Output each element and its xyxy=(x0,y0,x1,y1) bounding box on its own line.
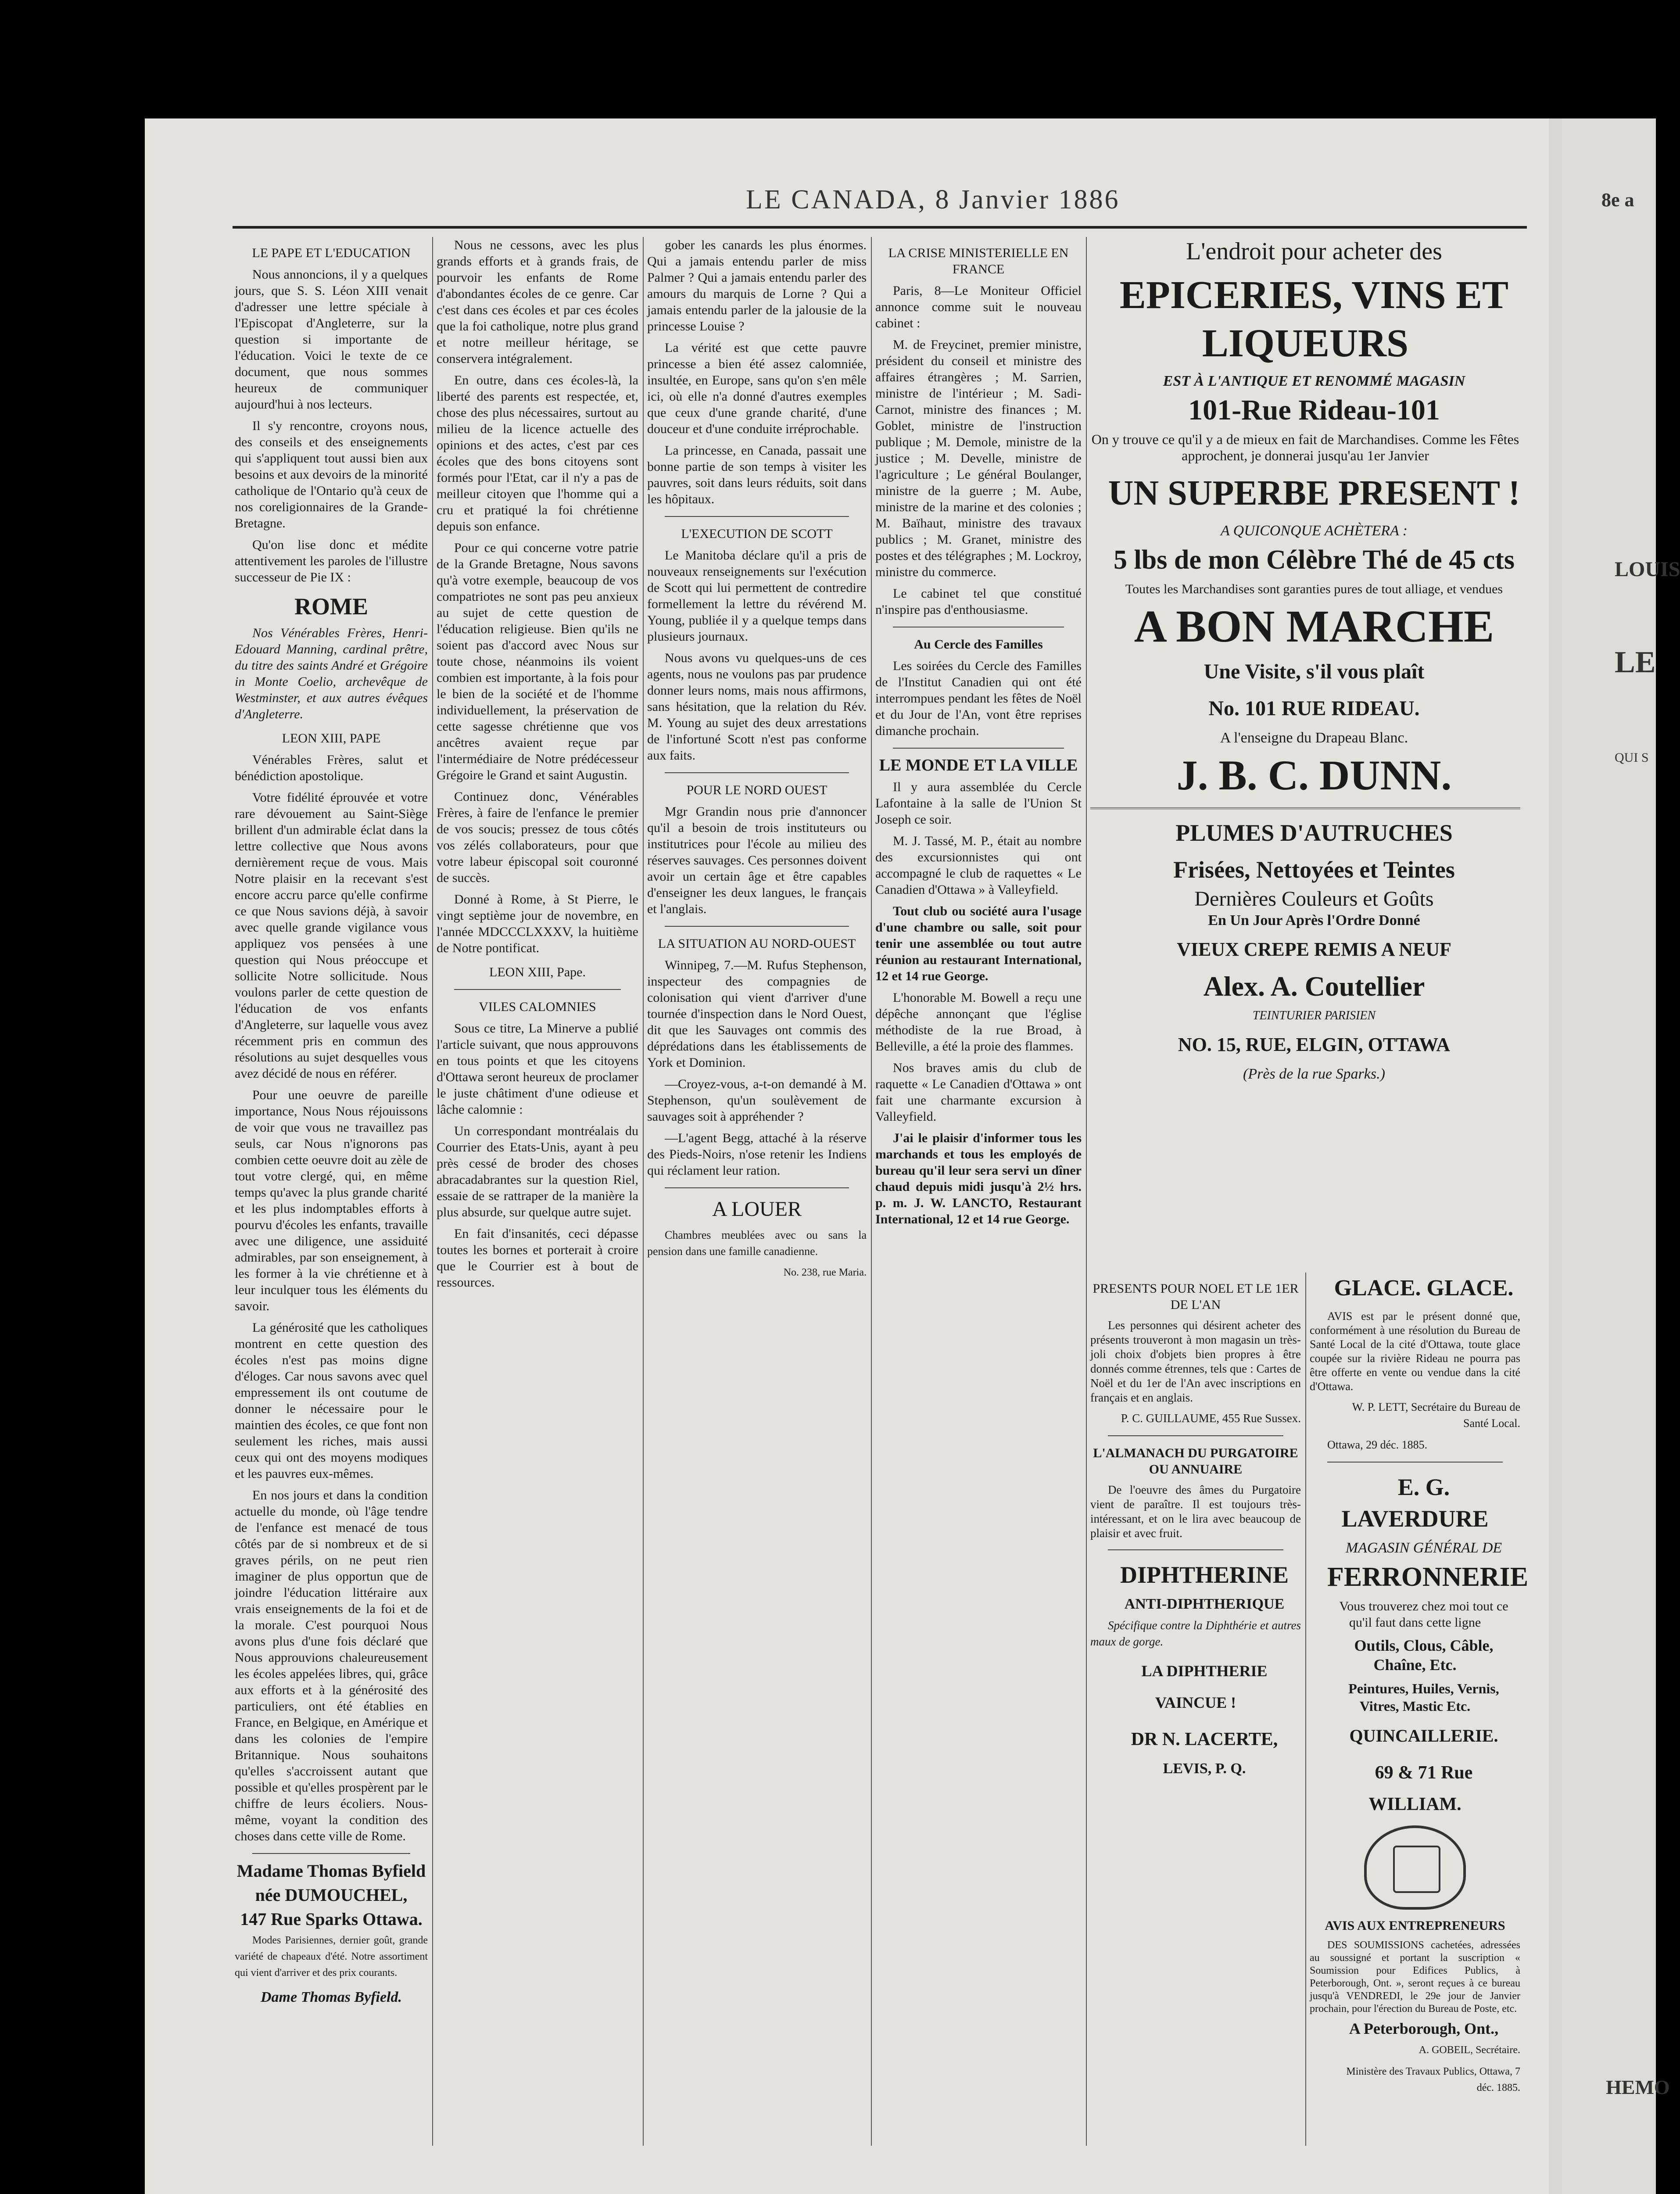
signature: LEON XIII, Pape. xyxy=(489,965,586,979)
section-heading: ROME xyxy=(294,593,368,620)
column-3 xyxy=(647,237,867,2146)
ad-name: E. G. LAVERDURE xyxy=(1341,1474,1489,1532)
adjacent-page-sliver: 8e a LOUIS LE QUI S HEMO xyxy=(1562,118,1656,2194)
article-paragraph: —Croyez-vous, a-t-on demandé à M. Stephenson, qu'un soulèvement de sauvages soit à appréhender ? xyxy=(647,1077,867,1124)
article-paragraph: Pour une oeuvre de pareille importance, Nous Nous réjouissons de voir que vous ne travaillez pas seuls, car Nous n'ignorons pas combien cette oeuvre doit au zèle de tout votre clergé, qui, en même temps qu'avec la plus grande charité et les plus indomptables efforts à pourvu d'écoles les enfants, travaille avec une diligence, une assiduité admirables, par son enseignement, à les former à la vie chrétienne et à leur inculquer tous les éléments du savoir. xyxy=(235,1088,428,1313)
pope-heading: LEON XIII, PAPE xyxy=(282,731,381,746)
article-paragraph: L'honorable M. Bowell a reçu une dépêche annonçant que l'église méthodiste de la rue Broad, à Belleville, a été la proie des flammes. xyxy=(875,990,1082,1054)
article-paragraph: Paris, 8—Le Moniteur Officiel annonce comme suit le nouveau cabinet : xyxy=(875,283,1082,330)
ad-name: DR N. LACERTE, xyxy=(1131,1729,1278,1749)
article-paragraph: Le cabinet tel que constitué n'inspire pas d'enthousiasme. xyxy=(875,586,1082,617)
article-paragraph: Mgr Grandin nous prie d'annoncer qu'il a besoin de trois instituteurs ou institutrices pour l'école au milieu des réserves sauvages. Ces personnes doivent avoir un certain âge et être capables d'enseigner les deux langues, le français et l'anglais. xyxy=(647,804,867,916)
ad-headline: DIPHTHERINE xyxy=(1120,1562,1289,1588)
dedication: Nos Vénérables Frères, Henri-Edouard Manning, cardinal prêtre, du titre des saints André et Grégoire in Monte Coelio, archevêque de Westminster, et aux autres évêques d'Angleterre. xyxy=(235,626,428,721)
divider xyxy=(665,772,849,773)
article-paragraph: Sous ce titre, La Minerve a publié l'article suivant, que nous approuvons en tous points et que les citoyens d'Ottawa seront heureux de proclamer le juste châtiment d'une odieuse et lâche calomnie : xyxy=(437,1021,638,1117)
divider xyxy=(252,1853,410,1854)
article-title: L'EXECUTION DE SCOTT xyxy=(681,527,833,541)
ad-line: A Peterborough, Ont., xyxy=(1349,2020,1499,2037)
ad-body: Spécifique contre la Diphthérie et autres maux de gorge. xyxy=(1090,1619,1301,1648)
ad-address: 147 Rue Sparks Ottawa. xyxy=(240,1909,423,1929)
article-title: LE MONDE ET LA VILLE xyxy=(879,756,1078,774)
ad-body: Chambres meublées avec ou sans la pension dans une famille canadienne. xyxy=(647,1229,867,1258)
column-5-ads xyxy=(1090,237,1520,1268)
ad-line: ANTI-DIPHTHERIQUE xyxy=(1124,1596,1285,1612)
ad-line: MAGASIN GÉNÉRAL DE xyxy=(1345,1540,1502,1556)
article-paragraph: De l'oeuvre des âmes du Purgatoire vient de paraître. Il est toujours très-intéressant, et on le lira avec beaucoup de plaisir et avec fruit. xyxy=(1090,1483,1301,1540)
notice: Tout club ou société aura l'usage d'une chambre ou salle, soit pour tenir une assemblée ou tout autre réunion au restaurant International, 12 et 14 rue George. xyxy=(875,904,1082,983)
greeting: Vénérables Frères, salut et bénédiction apostolique. xyxy=(235,753,428,783)
article-title: LE PAPE ET L'EDUCATION xyxy=(252,246,411,260)
column-rule xyxy=(1086,237,1087,2146)
article-paragraph: Les soirées du Cercle des Familles de l'Institut Canadien qui ont été interrompues pendant les fêtes de Noël et du Jour de l'An, vont être reprises dimanche prochain. xyxy=(875,659,1082,738)
article-paragraph: —L'agent Begg, attaché à la réserve des Pieds-Noirs, n'ose retenir les Indiens qui réclament leur ration. xyxy=(647,1131,867,1178)
ad-headline: GLACE. GLACE. xyxy=(1334,1276,1514,1301)
ad-body: Vous trouverez chez moi tout ce qu'il faut dans cette ligne xyxy=(1339,1599,1508,1630)
article-paragraph: M. de Freycinet, premier ministre, président du conseil et ministre des affaires étrangères ; M. Sarrien, ministre de l'intérieur ; M. Sadi-Carnot, ministre des finances ; M. Goblet, ministre de l'instruction publique ; M. Demole, ministre de la justice ; M. Develle, ministre de l'agriculture ; Le général Boulanger, ministre de la guerre ; M. Aube, ministre de la marine et des colonies ; M. Baïhaut, ministre des travaux publics ; M. Granet, ministre des postes et des télégraphes ; M. Lockroy, ministre du commerce. xyxy=(875,337,1082,579)
divider xyxy=(1327,1462,1503,1463)
ad-address: No. 238, rue Maria. xyxy=(783,1267,867,1278)
article-title: VILES CALOMNIES xyxy=(479,1000,596,1014)
ad-body: Modes Parisiennes, dernier goût, grande variété de chapeaux d'été. Notre assortiment qui vient d'arriver et des prix courants. xyxy=(235,1935,428,1979)
article-paragraph: En fait d'insanités, ceci dépasse toutes les bornes et porterait à croire que le Courrier est à bout de ressources. xyxy=(437,1226,638,1290)
divider xyxy=(1108,1549,1283,1550)
article-paragraph: M. J. Tassé, M. P., était au nombre des excursionnistes qui ont accompagné le club de raquettes « Le Canadien d'Ottawa » à Valleyfield. xyxy=(875,834,1082,897)
column-5-lower xyxy=(1090,1273,1301,2146)
ad-offer: 5 lbs de mon Célèbre Thé de 45 cts xyxy=(1114,545,1515,575)
article-paragraph: Nos braves amis du club de raquette « Le Canadien d'Ottawa » ont fait une charmante excursion à Valleyfield. xyxy=(875,1061,1082,1124)
divider xyxy=(1108,1435,1283,1436)
signature: W. P. LETT, Secrétaire du Bureau de Santé Local. xyxy=(1352,1401,1520,1430)
column-2 xyxy=(437,237,638,2146)
article-paragraph: Un correspondant montréalais du Courrier des Etats-Unis, ayant à peu près cessé de broder des choses abracadabrantes sur la question Riel, essaie de se rattraper de la manière la plus absurde, sur quelque autre sujet. xyxy=(437,1124,638,1219)
article-paragraph: DES SOUMISSIONS cachetées, adressées au soussigné et portant la suscription « Soumission pour Edifices Publics, à Peterborough, Ont. », seront reçues à ce bureau jusqu'à VENDREDI, le 29e jour de Janvier prochain, pour l'érection du Bureau de Poste, etc. xyxy=(1310,1939,1520,2015)
coat-of-arms-icon xyxy=(1364,1825,1466,1910)
ad-headline: FERRONNERIE xyxy=(1327,1562,1529,1592)
ad-headline: A BON MARCHE xyxy=(1134,601,1494,652)
ad-line: EST À L'ANTIQUE ET RENOMMÉ MAGASIN xyxy=(1163,373,1465,389)
ad-line: En Un Jour Après l'Ordre Donné xyxy=(1208,912,1420,929)
article-title: LA CRISE MINISTERIELLE EN FRANCE xyxy=(888,246,1069,276)
divider xyxy=(454,989,621,990)
ad-address: No. 101 RUE RIDEAU. xyxy=(1208,697,1420,720)
article-paragraph: gober les canards les plus énormes. Qui a jamais entendu parler de miss Palmer ? Qui a jamais entendu parler des amours du marquis de Lorne ? Qui a jamais entendu parler de la jalousie de la princesse Louise ? xyxy=(647,238,867,333)
ad-line: LA DIPHTHERIE VAINCUE ! xyxy=(1141,1662,1268,1711)
article-paragraph: Donné à Rome, à St Pierre, le vingt septième jour de novembre, en l'année MDCCCLXXXV, la huitième de Notre pontificat. xyxy=(437,892,638,955)
article-paragraph: Il s'y rencontre, croyons nous, des conseils et des enseignements qui s'appliquent tout aussi bien aux besoins et aux devoirs de la minorité catholique de l'Ontario qu'à ceux de nos coreligionnaires de la Grande-Bretagne. xyxy=(235,419,428,531)
article-paragraph: Nous ne cessons, avec les plus grands efforts et à grands frais, de pourvoir les enfants de Rome d'abondantes écoles de ce genre. Car c'est dans ces écoles et par ces écoles que la foi catholique, notre plus grand et notre meilleur héritage, se conservera intégralement. xyxy=(437,238,638,366)
article-paragraph: Qu'on lise donc et médite attentivement les paroles de l'illustre successeur de Pie IX : xyxy=(235,538,428,584)
ad-headline: PLUMES D'AUTRUCHES xyxy=(1175,820,1453,846)
article-paragraph: Nous annoncions, il y a quelques jours, que S. S. Léon XIII venait d'adresser une lettre spéciale à l'Episcopat d'Angleterre, sur la question si importante de l'éducation. Voici le texte de ce document, que nous sommes heureux de communiquer aujourd'hui à nos lecteurs. xyxy=(235,267,428,412)
ad-name: Madame Thomas Byfield xyxy=(236,1861,426,1881)
column-rule xyxy=(643,237,644,2146)
article-paragraph: Votre fidélité éprouvée et votre rare dévouement au Saint-Siège brillent d'un admirable éclat dans la lettre collective que Nous avons dernièrement reçue de vous. Mais Notre plaisir en la recevant s'est encore accru parce qu'elle confirme ce que Nous savions déjà, à savoir avec quelle grande vigilance vous appliquez vos pensées à une question qui Nous préoccupe et sollicite Notre sollicitude. Nous voulons parler de cette question de l'éducation de vos enfants d'Angleterre, sur laquelle vous avez récemment pris en commun des résolutions au sujet desquelles vous avez décidé de nous en référer. xyxy=(235,790,428,1081)
ad-body: On y trouve ce qu'il y a de mieux en fait de Marchandises. Comme les Fêtes approchent, je donnerai jusqu'au 1er Janvier xyxy=(1091,431,1519,463)
article-paragraph: Le Manitoba déclare qu'il a pris de nouveaux renseignements sur l'exécution de Scott qui lui permettent de contredire formellement la lettre du révérend M. Young, publiée il y a quelque temps dans plusieurs journaux. xyxy=(647,548,867,644)
article-title: L'ALMANACH DU PURGATOIRE OU ANNUAIRE xyxy=(1093,1446,1298,1477)
date: Ministère des Travaux Publics, Ottawa, 7 déc. 1885. xyxy=(1346,2066,1520,2094)
ad-line: Toutes les Marchandises sont garanties pures de tout alliage, et vendues xyxy=(1125,582,1503,596)
ad-name: J. B. C. DUNN. xyxy=(1176,752,1452,799)
article-paragraph: Continuez donc, Vénérables Frères, à faire de l'enfance le premier de vos soucis; pressez de tous côtés vos zélés collaborateurs, pour que votre labeur épiscopal soit couronné de succès. xyxy=(437,789,638,885)
ad-headline: UN SUPERBE PRESENT ! xyxy=(1108,474,1520,513)
column-rule xyxy=(871,237,872,2146)
ad-address: 101-Rue Rideau-101 xyxy=(1188,394,1440,426)
column-rule xyxy=(432,237,433,2146)
ad-nee: née DUMOUCHEL, xyxy=(255,1885,408,1905)
ad-line: LEVIS, P. Q. xyxy=(1163,1760,1246,1777)
column-6 xyxy=(1310,1273,1529,2146)
article-title: LA SITUATION AU NORD-OUEST xyxy=(658,936,856,951)
divider xyxy=(665,516,849,517)
ad-line: Une Visite, s'il vous plaît xyxy=(1204,660,1425,683)
article-paragraph: Pour ce qui concerne votre patrie de la Grande Bretagne, Nous savons qu'à votre exemple, beaucoup de vos compatriotes ne sont pas peu anxieux au sujet de cette question de l'éducation religieuse. Bien qu'ils ne soient pas d'accord avec Nous sur toute chose, néanmoins ils voient combien est importante, à la fois pour le bien de la société et de l'homme individuellement, la préservation de cette sagesse chrétienne que vos ancêtres avaient reçue par l'intermédiaire de Notre prédécesseur Grégoire le Grand et saint Augustin. xyxy=(437,541,638,782)
ad-headline: Frisées, Nettoyées et Teintes xyxy=(1173,857,1455,883)
article-paragraph: La vérité est que cette pauvre princesse a bien été assez calomniée, insultée, en Europe, sans qu'on s'en mêle ici, où elle n'a donné d'autres exemples que ceux d'une grande charité, d'une douceur et d'une conduite irréprochable. xyxy=(647,341,867,436)
divider xyxy=(893,748,1064,749)
divider xyxy=(665,1187,849,1188)
date: Ottawa, 29 déc. 1885. xyxy=(1327,1438,1428,1451)
running-head: LE CANADA, 8 Janvier 1886 xyxy=(746,185,1120,215)
article-paragraph: Winnipeg, 7.—M. Rufus Stephenson, inspecteur des compagnies de colonisation qui vient d'arriver d'une tournée d'inspection dans le Nord Ouest, dit que les Sauvages ont commis des déprédations dans les établissements de York et Dominion. xyxy=(647,958,867,1070)
article-paragraph: En nos jours et dans la condition actuelle du monde, où l'âge tendre de l'enfance est menacé de tous côtés par de si nombreux et de si graves périls, on ne peut rien imaginer de plus opportun que de joindre l'éducation littéraire aux vrais enseignements de la foi et de la morale. C'est pourquoi Nous avons plus d'une fois déclaré que Nous approuvions chaleureusement les écoles appelées libres, qui, grâce aux efforts et à la générosité des particuliers, ont été établies en France, en Belgique, en Amérique et dans les colonies de l'empire Britannique. Nous souhaitons qu'elles s'accroissent autant que possible et qu'elles prospèrent par le chiffre de leurs écoliers. Nous-même, voyant la condition des choses dans cette ville de Rome. xyxy=(235,1488,428,1843)
signature: P. C. GUILLAUME, 455 Rue Sussex. xyxy=(1121,1412,1301,1425)
ad-line: Dernières Couleurs et Goûts xyxy=(1194,887,1434,911)
ad-address: NO. 15, RUE, ELGIN, OTTAWA xyxy=(1178,1034,1451,1055)
signature: A. GOBEIL, Secrétaire. xyxy=(1419,2044,1520,2056)
ad-line: TEINTURIER PARISIEN xyxy=(1252,1009,1376,1022)
article-paragraph: Nous avons vu quelques-uns de ces agents, nous ne voulons pas par prudence donner leurs noms, mais nous affirmons, sans hésitation, que la relation du Rév. M. Young au sujet des deux arrestations de l'infortuné Scott n'est pas conforme aux faits. xyxy=(647,651,867,763)
ad-title: A LOUER xyxy=(712,1197,802,1221)
column-rule xyxy=(1305,1273,1306,2146)
article-paragraph: AVIS est par le présent donné que, conformément à une résolution du Bureau de Santé Local de la cité d'Ottawa, toute glace coupée sur la rivière Rideau ne pourra pas être offerte en vente ou vendue dans la cité d'Ottawa. xyxy=(1310,1310,1520,1393)
article-paragraph: La générosité que les catholiques montrent en cette question des écoles n'est pas moins digne d'éloges. Car nous savons avec quel empressement ils ont coutume de donner le nécessaire pour le maintien des écoles, ce que font non seulement les riches, mais aussi ceux qui ont des moyens modiques et les pauvres eux-mêmes. xyxy=(235,1320,428,1481)
column-4 xyxy=(875,237,1082,2146)
ad-name: Alex. A. Coutellier xyxy=(1203,971,1425,1002)
divider xyxy=(1090,807,1520,809)
ad-headline: EPICERIES, VINS ET LIQUEURS xyxy=(1119,273,1509,365)
article-title: Au Cercle des Familles xyxy=(914,637,1043,652)
ad-signature: Dame Thomas Byfield. xyxy=(260,1989,402,2005)
ad-address: 69 & 71 Rue WILLIAM. xyxy=(1368,1763,1473,1814)
article-paragraph: Il y aura assemblée du Cercle Lafontaine à la salle de l'Union St Joseph ce soir. xyxy=(875,780,1082,827)
ad-line: QUINCAILLERIE. xyxy=(1349,1726,1498,1746)
article-title: PRESENTS POUR NOEL ET LE 1ER DE L'AN xyxy=(1093,1281,1299,1312)
ad-line: VIEUX CREPE REMIS A NEUF xyxy=(1177,939,1451,960)
article-paragraph: En outre, dans ces écoles-là, la liberté des parents est respectée, et, chose des plus nécessaires, surtout au milieu de la licence actuelle des opinions et des actes, c'est par ces écoles que des bons citoyens sont formés pour l'Etat, car il n'y a pas de meilleur citoyen que l'homme qui a cru et pratiqué la foi chrétienne depuis son enfance. xyxy=(437,373,638,534)
divider xyxy=(665,926,849,927)
ad-line: A QUICONQUE ACHÈTERA : xyxy=(1221,523,1408,539)
article-paragraph: La princesse, en Canada, passait une bonne partie de son temps à visiter les pauvres, soit dans leurs réduits, soit dans les hôpitaux. xyxy=(647,443,867,506)
column-1 xyxy=(235,237,428,2146)
ad-line: Outils, Clous, Câble, Chaîne, Etc. xyxy=(1354,1637,1494,1674)
notice: J'ai le plaisir d'informer tous les marchands et tous les employés de bureau qu'il leur sera servi un dîner chaud depuis midi jusqu'à 2½ hrs. p. m. J. W. LANCTO, Restaurant International, 12 et 14 rue George. xyxy=(875,1131,1082,1226)
ad-line: Peintures, Huiles, Vernis, Vitres, Mastic Etc. xyxy=(1348,1681,1499,1714)
ad-line: (Près de la rue Sparks.) xyxy=(1243,1066,1385,1082)
article-paragraph: Les personnes qui désirent acheter des présents trouveront à mon magasin un très-joli choix d'objets bien propres à être donnés comme étrennes, tels que : Cartes de Noël et du 1er de l'An avec inscriptions en français et en anglais. xyxy=(1090,1319,1301,1404)
header-rule xyxy=(233,226,1527,229)
article-title: AVIS AUX ENTREPRENEURS xyxy=(1325,1918,1505,1933)
ad-line: L'endroit pour acheter des xyxy=(1186,238,1442,265)
ad-line: A l'enseigne du Drapeau Blanc. xyxy=(1220,730,1408,746)
article-title: POUR LE NORD OUEST xyxy=(686,783,827,797)
